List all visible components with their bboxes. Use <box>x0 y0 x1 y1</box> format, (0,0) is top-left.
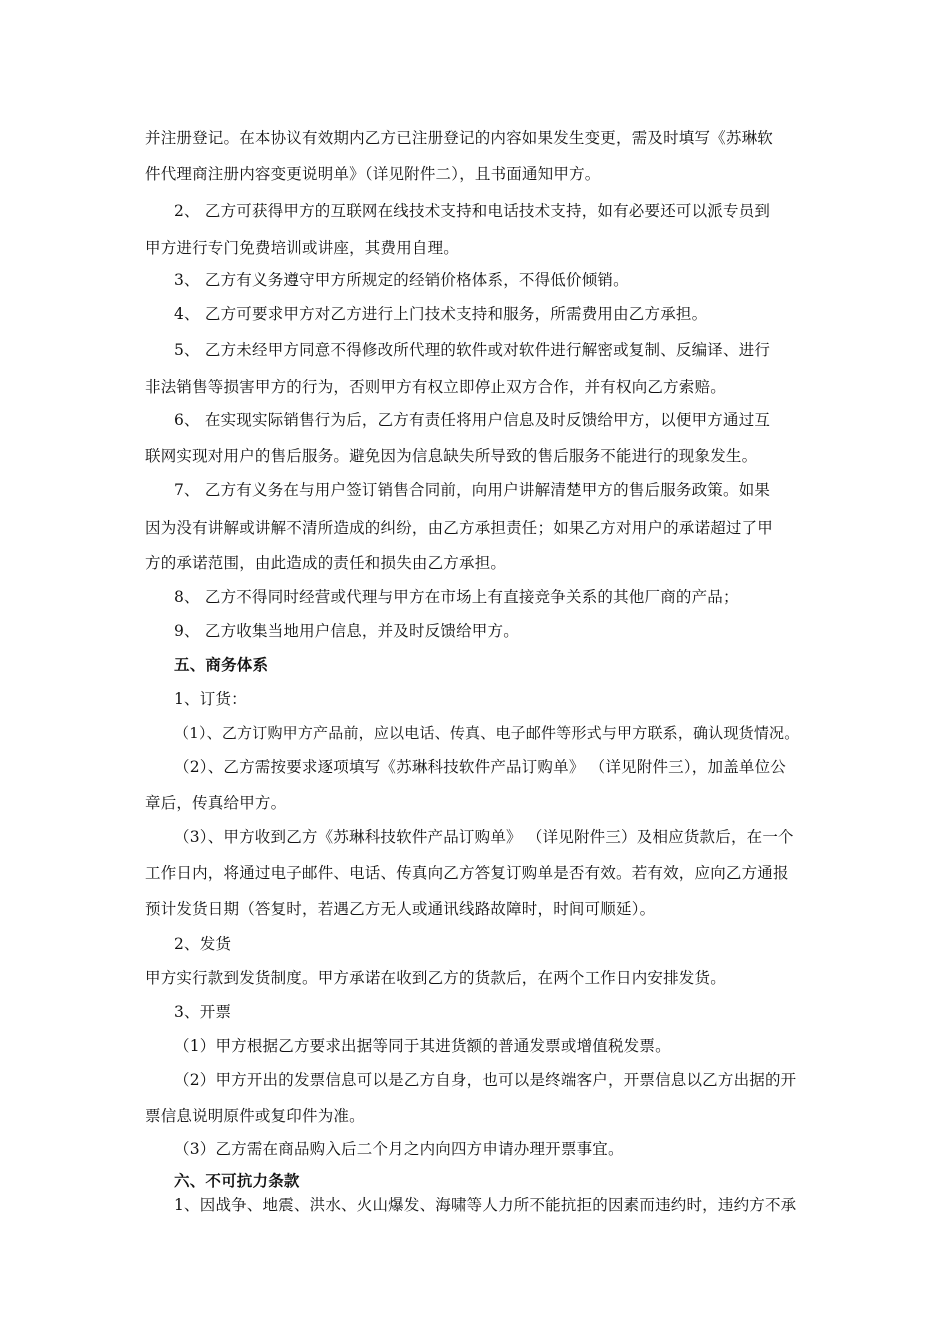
text-line: 1、订货： <box>174 690 247 708</box>
text-line: 2、发货 <box>174 935 232 953</box>
section-heading: 六、不可抗力条款 <box>174 1171 300 1190</box>
text-line: （3）、甲方收到乙方《苏琳科技软件产品订购单》 （详见附件三）及相应货款后，在一个 <box>174 828 794 846</box>
text-line: 预计发货日期（答复时，若遇乙方无人或通讯线路故障时，时间可顺延）。 <box>145 900 656 918</box>
text-line: 票信息说明原件或复印件为准。 <box>145 1107 365 1125</box>
text-line: （2）甲方开出的发票信息可以是乙方自身，也可以是终端客户，开票信息以乙方出据的开 <box>174 1071 797 1089</box>
text-line: （3）乙方需在商品购入后二个月之内向四方申请办理开票事宜。 <box>174 1140 624 1158</box>
text-line: 因为没有讲解或讲解不清所造成的纠纷，由乙方承担责任；如果乙方对用户的承诺超过了甲 <box>145 519 774 537</box>
text-line: 章后，传真给甲方。 <box>145 794 287 812</box>
text-line: 甲方进行专门免费培训或讲座，其费用自理。 <box>145 239 460 257</box>
text-line: 5、 乙方未经甲方同意不得修改所代理的软件或对软件进行解密或复制、反编译、进行 <box>174 341 771 359</box>
text-line: 非法销售等损害甲方的行为，否则甲方有权立即停止双方合作，并有权向乙方索赔。 <box>145 378 726 396</box>
text-line: 3、开票 <box>174 1003 232 1021</box>
text-line: 9、 乙方收集当地用户信息，并及时反馈给甲方。 <box>174 622 519 640</box>
text-line: 工作日内，将通过电子邮件、电话、传真向乙方答复订购单是否有效。若有效，应向乙方通报 <box>145 864 789 882</box>
text-line: 甲方实行款到发货制度。甲方承诺在收到乙方的货款后，在两个工作日内安排发货。 <box>145 969 726 987</box>
text-line: （2）、乙方需按要求逐项填写《苏琳科技软件产品订购单》 （详见附件三），加盖单位公 <box>174 758 786 776</box>
text-line: 件代理商注册内容变更说明单》（详见附件二），且书面通知甲方。 <box>145 165 601 183</box>
text-line: （1）甲方根据乙方要求出据等同于其进货额的普通发票或增值税发票。 <box>174 1037 671 1055</box>
text-line: 2、 乙方可获得甲方的互联网在线技术支持和电话技术支持，如有必要还可以派专员到 <box>174 202 771 220</box>
section-heading: 五、商务体系 <box>174 655 269 674</box>
text-line: 联网实现对用户的售后服务。避免因为信息缺失所导致的售后服务不能进行的现象发生。 <box>145 447 758 465</box>
text-line: 1、因战争、地震、洪水、火山爆发、海啸等人力所不能抗拒的因素而违约时，违约方不承 <box>174 1196 797 1214</box>
text-line: 4、 乙方可要求甲方对乙方进行上门技术支持和服务，所需费用由乙方承担。 <box>174 305 708 323</box>
text-line: 7、 乙方有义务在与用户签订销售合同前，向用户讲解清楚甲方的售后服务政策。如果 <box>174 481 771 499</box>
text-line: （1）、乙方订购甲方产品前，应以电话、传真、电子邮件等形式与甲方联系，确认现货情况。 <box>174 724 800 742</box>
text-line: 并注册登记。在本协议有效期内乙方已注册登记的内容如果发生变更，需及时填写《苏琳软 <box>145 129 774 147</box>
text-line: 方的承诺范围，由此造成的责任和损失由乙方承担。 <box>145 554 507 572</box>
text-line: 6、 在实现实际销售行为后，乙方有责任将用户信息及时反馈给甲方，以便甲方通过互 <box>174 411 771 429</box>
text-line: 8、 乙方不得同时经营或代理与甲方在市场上有直接竞争关系的其他厂商的产品； <box>174 588 739 606</box>
text-line: 3、 乙方有义务遵守甲方所规定的经销价格体系，不得低价倾销。 <box>174 271 629 289</box>
